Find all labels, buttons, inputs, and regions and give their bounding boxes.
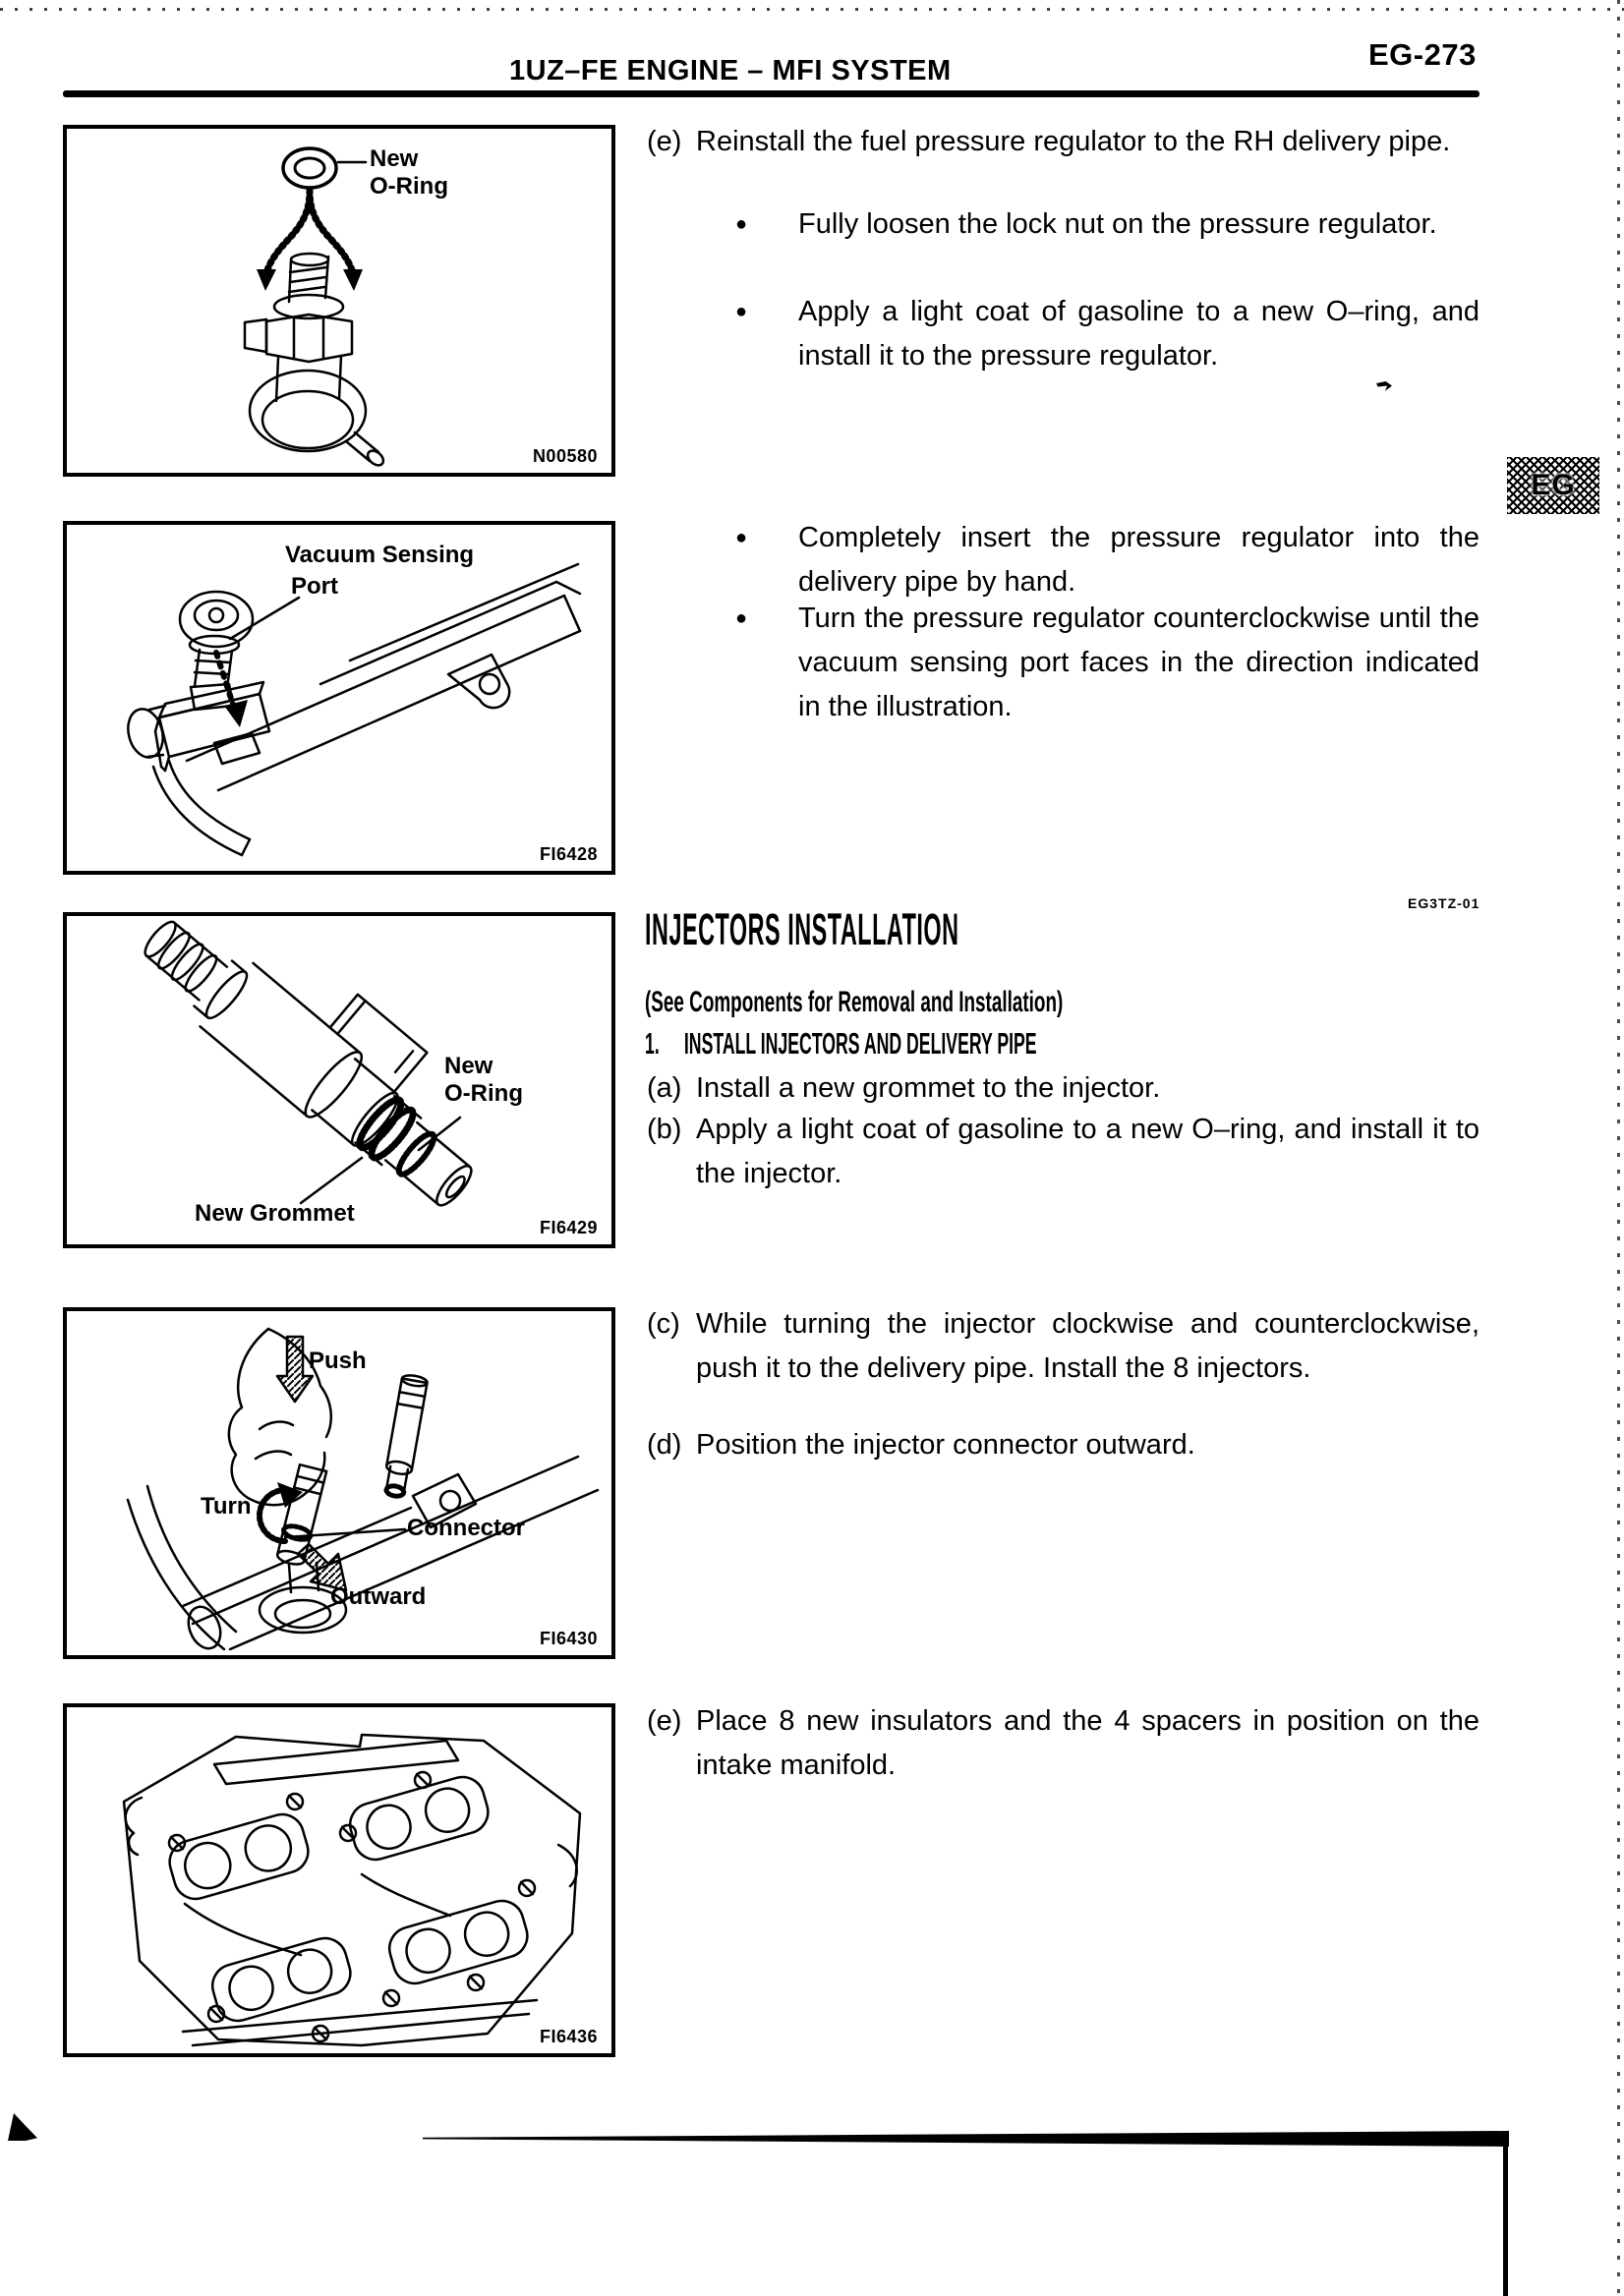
bullet-text: Turn the pressure regulator counterclockwise until the vacuum sensing port faces in the direction indicated in the illustration. — [798, 603, 1479, 722]
item-tag: (d) — [647, 1429, 682, 1461]
section-tab-label: EG — [1531, 469, 1576, 501]
bullet-icon: ● — [735, 527, 748, 548]
figure1-label-new: New — [370, 145, 419, 172]
scan-artifact-right-line — [1503, 2139, 1508, 2296]
step-text: Reinstall the fuel pressure regulator to the RH delivery pipe. — [696, 126, 1451, 157]
injector-illustration — [67, 916, 611, 1244]
figure4-label-outward: Outward — [330, 1583, 427, 1610]
item-tag: (a) — [647, 1072, 682, 1104]
figure-injector-install-push-turn — [63, 1307, 615, 1659]
bullet-icon: ● — [735, 301, 748, 322]
figure3-label-oring: O-Ring — [444, 1080, 523, 1107]
figure4-label-turn: Turn — [201, 1493, 252, 1520]
figure3-label-new-grommet: New Grommet — [195, 1200, 355, 1227]
figure4-label-connector: Connector — [407, 1515, 525, 1541]
bullet-text: Apply a light coat of gasoline to a new O–ring, and install it to the pressure regulator. — [798, 296, 1479, 372]
figure1-label-oring: O-Ring — [370, 173, 448, 200]
step-1-install-injectors — [645, 1026, 1037, 1062]
figure4-label-push: Push — [309, 1348, 367, 1374]
bullet-apply-gasoline-regulator — [735, 290, 1479, 378]
item-b-apply-gasoline-injector — [647, 1108, 1479, 1196]
figure-injector-grommet-oring — [63, 912, 615, 1248]
figure5-code: FI6436 — [539, 2027, 598, 2046]
page-title: 1UZ–FE ENGINE – MFI SYSTEM — [509, 55, 952, 86]
item-text: Install a new grommet to the injector. — [696, 1072, 1161, 1104]
figure-vacuum-sensing-port — [63, 521, 615, 875]
figure2-label-port: Port — [291, 573, 338, 600]
step-title: INSTALL INJECTORS AND DELIVERY PIPE — [683, 1026, 1037, 1061]
scan-artifact-top-dots — [0, 8, 1624, 11]
item-tag: (e) — [647, 1705, 682, 1737]
figure1-code: N00580 — [532, 446, 598, 466]
step-tag: (e) — [647, 126, 682, 157]
figure3-label-new: New — [444, 1053, 493, 1079]
figure2-code: FI6428 — [539, 844, 598, 864]
item-d-position-connector — [647, 1423, 1479, 1467]
figure4-code: FI6430 — [539, 1629, 598, 1648]
bullet-turn-regulator — [735, 597, 1479, 729]
scan-artifact-right-dots — [1617, 0, 1620, 2296]
bullet-loosen-lock-nut — [735, 202, 1479, 247]
step-e-reinstall-regulator — [647, 120, 1479, 164]
item-tag: (c) — [647, 1308, 680, 1340]
step-number: 1. — [645, 1026, 660, 1061]
scan-artifact-bottom-line — [423, 2131, 1509, 2147]
item-tag: (b) — [647, 1114, 682, 1145]
header-rule — [63, 90, 1479, 97]
item-text: Apply a light coat of gasoline to a new O–ring, and install it to the injector. — [696, 1114, 1479, 1189]
item-text: While turning the injector clockwise and counterclockwise, push it to the delivery pipe. Install the 8 injectors. — [696, 1308, 1479, 1384]
item-c-turn-push-injector — [647, 1302, 1479, 1391]
figure-pressure-regulator-oring — [63, 125, 615, 477]
section-tab-eg — [1507, 457, 1599, 514]
bullet-icon: ● — [735, 213, 748, 235]
section-heading-injectors-installation: INJECTORS INSTALLATION — [645, 904, 959, 954]
bullet-icon: ● — [735, 607, 748, 629]
bullet-text: Completely insert the pressure regulator into the delivery pipe by hand. — [798, 522, 1479, 598]
delivery-pipe-illustration — [67, 525, 611, 871]
figure2-label-vacuum-sensing: Vacuum Sensing — [285, 542, 475, 568]
item-a-install-grommet — [647, 1066, 1479, 1111]
item-e-place-insulators — [647, 1699, 1479, 1788]
bullet-insert-regulator — [735, 516, 1479, 604]
figure3-code: FI6429 — [539, 1218, 598, 1237]
scan-artifact-tick — [1376, 381, 1392, 391]
section-code: EG3TZ-01 — [1408, 895, 1480, 911]
section-subheading-see-components: (See Components for Removal and Installation) — [645, 986, 1064, 1018]
scan-artifact-ink-blot — [8, 2113, 37, 2141]
item-text: Position the injector connector outward. — [696, 1429, 1195, 1461]
page-number: EG-273 — [1368, 37, 1477, 72]
pressure-regulator-illustration — [67, 129, 611, 473]
bullet-text: Fully loosen the lock nut on the pressure regulator. — [798, 208, 1437, 240]
intake-manifold-illustration — [67, 1707, 611, 2053]
item-text: Place 8 new insulators and the 4 spacers in position on the intake manifold. — [696, 1705, 1479, 1781]
figure-intake-manifold — [63, 1703, 615, 2057]
